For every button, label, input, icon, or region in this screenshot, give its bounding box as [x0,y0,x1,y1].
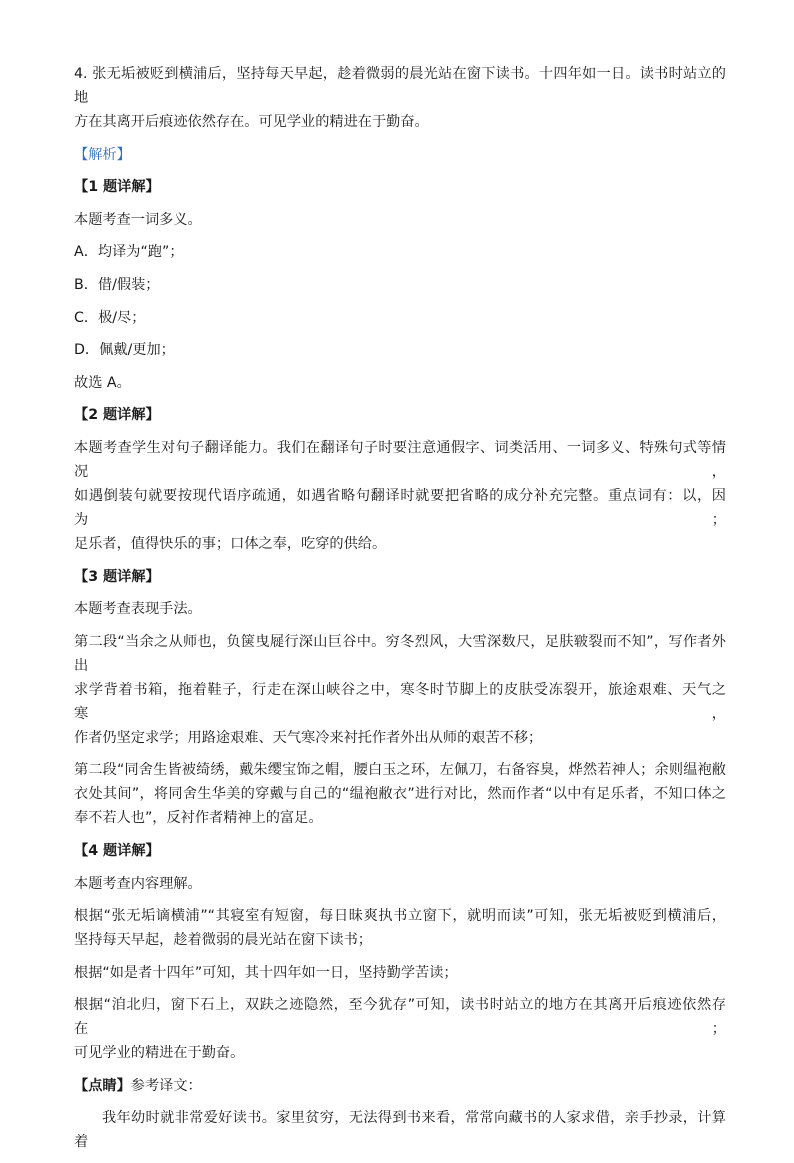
section-1-heading: 【1 题详解】 [74,179,160,196]
analysis-label: 【解析】 [74,146,131,163]
section-3-paragraph-2 [74,758,726,830]
section-1-option-c: C．极/尽； [74,309,146,326]
section-1-option-a: A．均译为“跑”； [74,244,184,261]
section-1-intro: 本题考查一词多义。 [74,211,202,228]
section-4-p2-line-1: 根据“如是者十四年”可知，其十四年如一日，坚持勤学苦读； [74,964,458,981]
section-3-p2-line-3: 奉不若人也”，反衬作者精神上的富足。 [74,810,323,827]
section-3-p2-line-1: 第二段“同舍生皆被绮绣，戴朱缨宝饰之帽，腰白玉之环，左佩刀，右备容臭，烨然若神人；余则缊袍敝 [74,762,726,779]
section-5-paragraph-1 [74,1106,726,1154]
section-4-paragraph-3 [74,993,726,1065]
section-4-p1-line-2: 坚持每天早起，趁着微弱的晨光站在窗下读书； [74,932,372,949]
section-2-heading: 【2 题详解】 [74,407,160,424]
section-3-p1-line-1: 第二段“当余之从师也，负箧曳屣行深山巨谷中。穷冬烈风，大雪深数尺，足肤皲裂而不知”，写作者外出 [74,633,726,674]
document-page [74,62,726,1163]
section-5-heading-row [74,1074,726,1098]
section-3-intro: 本题考查表现手法。 [74,601,202,618]
section-4-p3-line-2: 可见学业的精进在于勤奋。 [74,1045,245,1062]
section-1-option-b: B．借/假装； [74,276,160,293]
section-5-p1-line-1: 我年幼时就非常爱好读书。家里贫穷，无法得到书来看，常常向藏书的人家求借，亲手抄录，计算着 [74,1110,726,1151]
section-1-answer: 故选 A。 [74,374,131,391]
section-1-option-d: D．佩戴/更加； [74,342,175,359]
section-4-paragraph-2 [74,961,726,985]
section-4-heading: 【4 题详解】 [74,842,160,859]
section-4-p3-line-1: 根据“洎北归，窗下石上，双趺之迹隐然，至今犹存”可知，读书时站立的地方在其离开后痕迹依然存在； [74,997,726,1038]
section-5-heading-suffix: 参考译文： [130,1077,202,1094]
section-5-heading: 【点睛】 [74,1077,131,1094]
q4-answer-line-2: 方在其离开后痕迹依然存在。可见学业的精进在于勤奋。 [74,114,429,130]
section-2-body [74,436,726,556]
section-2-line-1: 本题考查学生对句子翻译能力。我们在翻译句子时要注意通假字、词类活用、一词多义、特殊句式等情况， [74,439,726,480]
section-3-paragraph-1 [74,630,726,750]
q4-answer [74,62,726,134]
section-3-p2-line-2: 衣处其间”，将同舍生华美的穿戴与自己的“缊袍敝衣”进行对比，然而作者“以中有足乐者，不知口体之 [74,786,726,803]
section-3-heading: 【3 题详解】 [74,568,160,585]
section-4-intro: 本题考查内容理解。 [74,875,202,892]
section-2-line-2: 如遇倒装句就要按现代语序疏通，如遇省略句翻译时就要把省略的成分补充完整。重点词有：以，因为； [74,487,726,528]
section-2-line-3: 足乐者，值得快乐的事；口体之奉，吃穿的供给。 [74,535,387,552]
section-3-p1-line-3: 作者仍坚定求学；用路途艰难、天气寒冷来衬托作者外出从师的艰苦不移； [74,729,543,746]
section-4-p1-line-1: 根据“张无垢谪横浦”“其寝室有短窗，每日昧爽执书立窗下，就明而读”可知，张无垢被贬到横浦后， [74,908,726,925]
q4-answer-line-1: 4. 张无垢被贬到横浦后，坚持每天早起，趁着微弱的晨光站在窗下读书。十四年如一日。读书时站立的地 [74,66,726,106]
section-4-paragraph-1 [74,904,726,952]
section-3-p1-line-2: 求学背着书箱，拖着鞋子，行走在深山峡谷之中，寒冬时节脚上的皮肤受冻裂开，旅途艰难、天气之寒， [74,681,726,722]
